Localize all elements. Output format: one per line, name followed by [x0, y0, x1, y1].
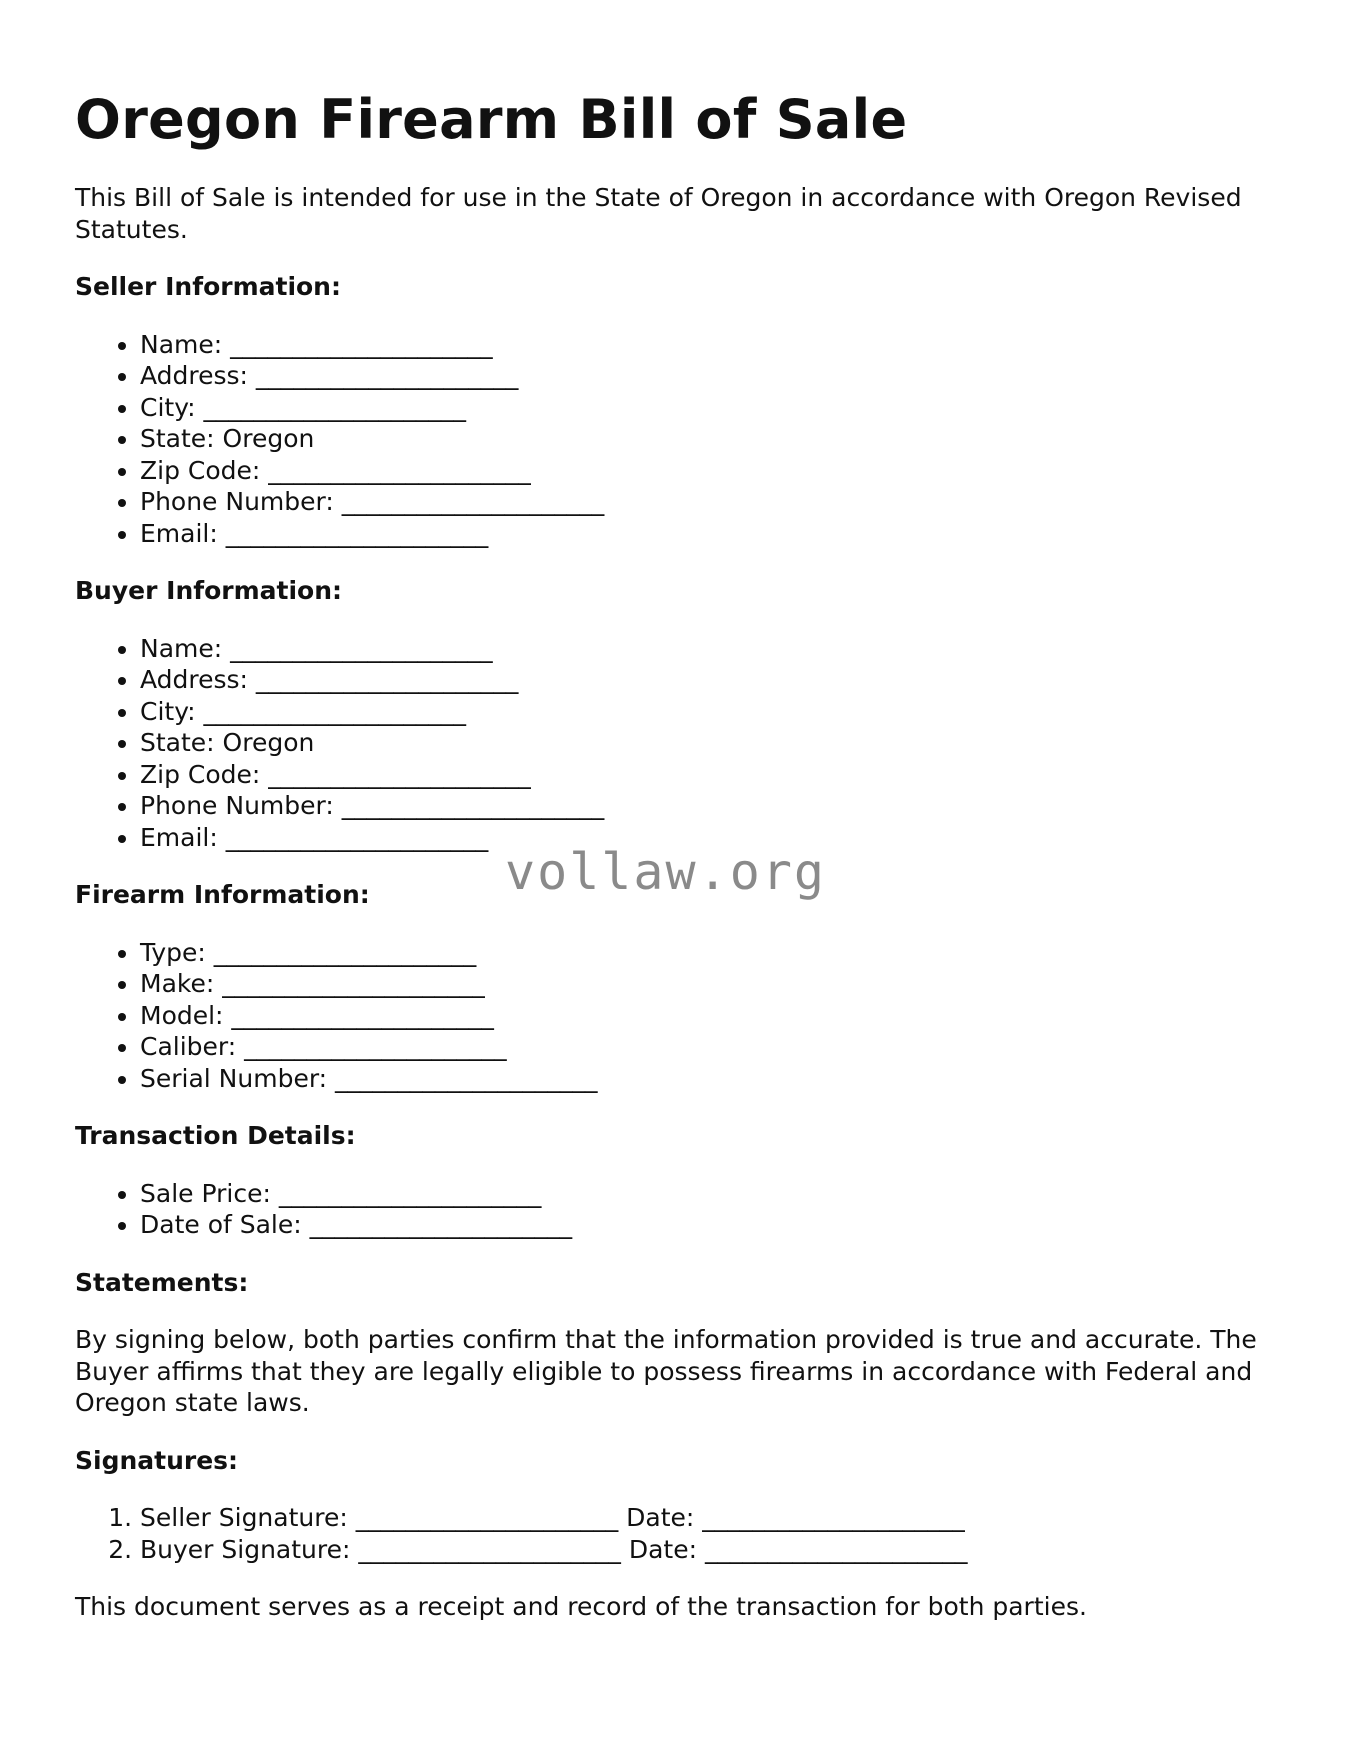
seller-name-field: • Name: _____________________ [140, 329, 1275, 361]
footer-paragraph: This document serves as a receipt and record of the transaction for both parties. [75, 1592, 1087, 1621]
firearm-serial-field: • Serial Number: _____________________ [140, 1063, 1275, 1095]
firearm-heading: Firearm Information: [75, 880, 370, 909]
buyer-list [75, 633, 1275, 854]
seller-heading: Seller Information: [75, 272, 341, 301]
seller-list [75, 329, 1275, 550]
firearm-model-field: • Model: _____________________ [140, 1000, 1275, 1032]
transaction-list [75, 1178, 1275, 1241]
firearm-caliber-field: • Caliber: _____________________ [140, 1031, 1275, 1063]
intro-paragraph: This Bill of Sale is intended for use in the State of Oregon in accordance with Oregon Revised Statutes. [75, 183, 1242, 244]
buyer-email-field: • Email: _____________________ [140, 822, 1275, 854]
statements-paragraph: By signing below, both parties confirm that the information provided is true and accurate. The Buyer affirms that they are legally eligible to possess firearms in accordance with Federal and Oregon state laws. [75, 1325, 1257, 1417]
buyer-phone-field: • Phone Number: _____________________ [140, 790, 1275, 822]
buyer-name-field: • Name: _____________________ [140, 633, 1275, 665]
seller-email-field: • Email: _____________________ [140, 518, 1275, 550]
firearm-type-field: • Type: _____________________ [140, 937, 1275, 969]
buyer-state-field: • State: Oregon [140, 727, 1275, 759]
seller-signature-line: 1. Seller Signature: _____________________ Date: _____________________ [140, 1502, 1275, 1534]
seller-state-field: • State: Oregon [140, 423, 1275, 455]
signatures-list [75, 1502, 1275, 1565]
signatures-heading: Signatures: [75, 1445, 239, 1475]
buyer-heading: Buyer Information: [75, 576, 343, 605]
seller-city-field: • City: _____________________ [140, 392, 1275, 424]
watermark: vollaw.org [505, 843, 827, 901]
firearm-make-field: • Make: _____________________ [140, 968, 1275, 1000]
seller-phone-field: • Phone Number: _____________________ [140, 486, 1275, 518]
firearm-list [75, 937, 1275, 1095]
seller-zip-field: • Zip Code: _____________________ [140, 455, 1275, 487]
buyer-address-field: • Address: _____________________ [140, 664, 1275, 696]
buyer-city-field: • City: _____________________ [140, 696, 1275, 728]
sale-date-field: • Date of Sale: _____________________ [140, 1209, 1275, 1241]
document-title: Oregon Firearm Bill of Sale [75, 88, 908, 151]
transaction-heading: Transaction Details: [75, 1121, 356, 1150]
buyer-zip-field: • Zip Code: _____________________ [140, 759, 1275, 791]
statements-heading: Statements: [75, 1267, 249, 1297]
buyer-signature-line: 2. Buyer Signature: _____________________ Date: _____________________ [140, 1534, 1275, 1566]
seller-address-field: • Address: _____________________ [140, 360, 1275, 392]
sale-price-field: • Sale Price: _____________________ [140, 1178, 1275, 1210]
